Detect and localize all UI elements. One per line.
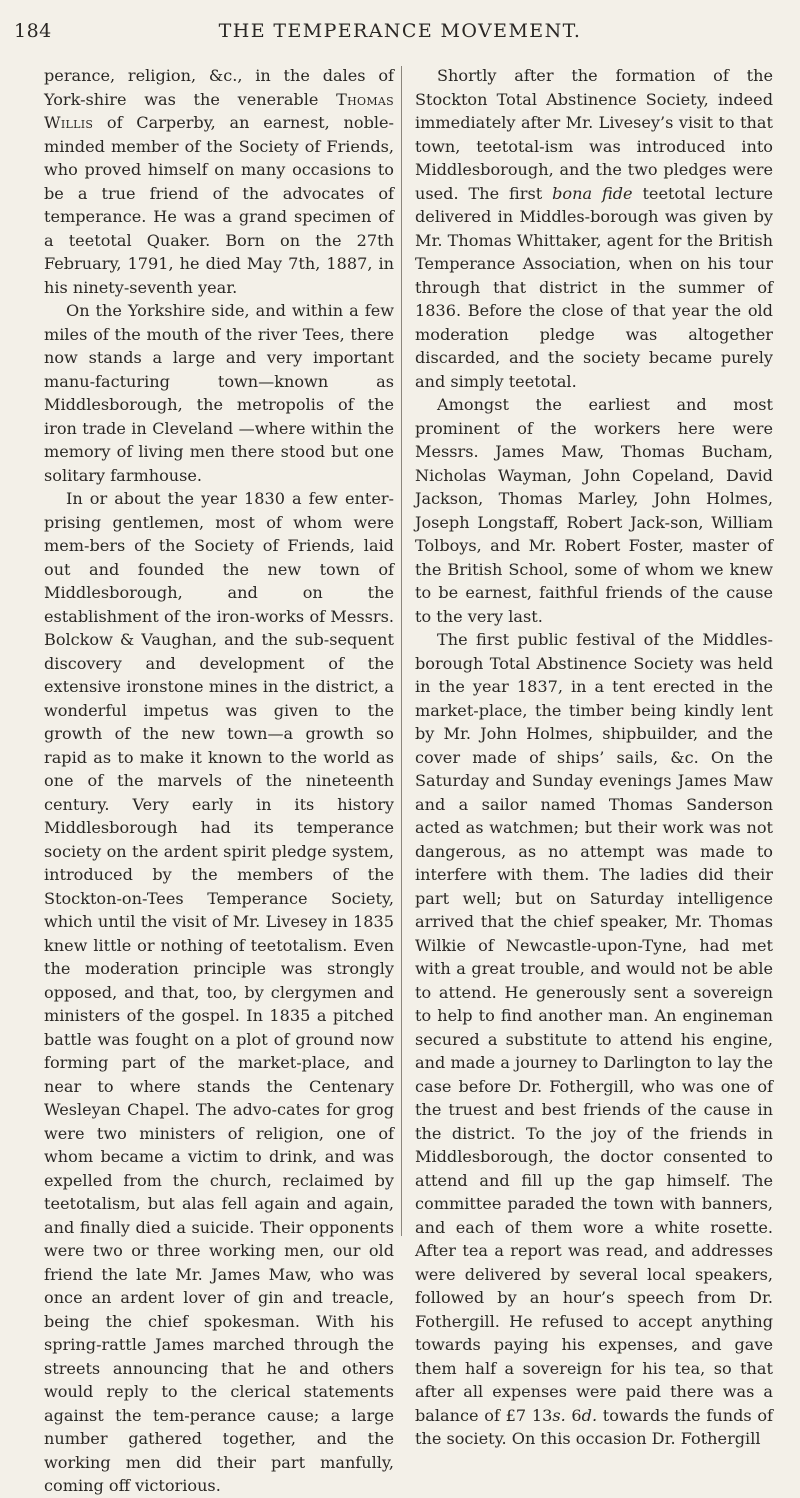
left-paragraph-3: In or about the year 1830 a few enter-prising gentlemen, most of whom were mem-bers of the Society of Friends, laid out and founded the new town of Middlesborough, and on the establishment of the iron-works of Messrs. Bolckow & Vaughan, and the sub-sequent discovery and development of the extensive ironstone mines in the district, a wonderful impetus was given to the growth of the new town—a growth so rapid as to make it known to the world as one of the marvels of the nineteenth century. Very early in its history Middlesborough had its temperance society on the ardent spirit pledge system, introduced by the members of the Stockton-on-Tees Temperance Society, which until the visit of Mr. Livesey in 1835 knew little or nothing of teetotalism. Even the moderation principle was strongly opposed, and that, too, by clergymen and ministers of the gospel. In 1835 a pitched battle was fought on a plot of ground now forming part of the market-place, and near to where stands the Centenary Wesleyan Chapel. The advo-cates for grog were two ministers of religion, one of whom became a victim to drink, and was expelled from the church, reclaimed by teetotalism, but alas fell again and again, and finally died a suicide. Their opponents were two or three working men, our old friend the late Mr. James Maw, who was once an ardent lover of gin and treacle, being the chief spokesman. With his spring-rattle James marched through the streets announcing that he and others would reply to the clerical statements against the tem-perance cause; a large number gathered together, and the working men did their part manfully, coming off victorious. <box>44 489 394 1495</box>
right-p3-text-a: The first public festival of the Middles-borough Total Abstinence Society was held in the year 1837, in a tent erected in the market-place, the timber being kindly lent by Mr. John Holmes, shipbuilder, and the cover made of ships’ sails, &c. On the Saturday and Sunday evenings James Maw and a sailor named Thomas Sanderson acted as watchmen; but their work was not dangerous, as no attempt was made to interfere with them. The ladies did their part well; but on Saturday intelligence arrived that the chief speaker, Mr. Thomas Wilkie of Newcastle-upon-Tyne, had met with a great trouble, and would not be able to attend. He generously sent a sovereign to help to find another man. An engineman secured a substitute to attend his engine, and made a journey to Darlington to lay the case before Dr. Fothergill, who was one of the truest and best friends of the cause in the district. To the joy of the friends in Middlesborough, the doctor consented to attend and fill up the gap himself. The committee paraded the town with banners, and each of them wore a white rosette. After tea a report was read, and addresses were delivered by several local speakers, followed by an hour’s speech from Dr. Fothergill. He refused to accept anything towards paying his expenses, and gave them half a sovereign for his tea, so that after all expenses were paid there was a balance of £7 13 <box>415 630 773 1425</box>
person-name-thomas-willis: Thomas Willis <box>44 89 394 132</box>
right-column <box>415 64 773 1451</box>
left-paragraph-2: On the Yorkshire side, and within a few miles of the mouth of the river Tees, there now stands a large and very important manu-facturing town—known as Middlesborough, the metropolis of the iron trade in Cleveland —where within the memory of living men there stood but one solitary farmhouse. <box>44 301 394 485</box>
left-paragraph-1 <box>44 64 394 299</box>
shillings-abbrev: s. <box>552 1405 566 1425</box>
italic-bona-fide: bona fide <box>552 183 633 203</box>
page-number: 184 <box>14 20 52 42</box>
right-p1-text-a: Shortly after the formation of the Stockton Total Abstinence Society, indeed immediately after Mr. Livesey’s visit to that town, teetotal-ism was introduced into Middlesborough, and the two pledges were used. The first <box>415 66 773 203</box>
right-paragraph-3 <box>415 628 773 1451</box>
column-divider <box>401 66 402 1236</box>
right-p3-text-b: towards the funds of the society. On this occasion Dr. Fothergill <box>415 1405 773 1448</box>
left-p1-text-a: perance, religion, &c., in the dales of York-shire was the venerable <box>44 66 394 109</box>
right-p1-text-b: teetotal lecture delivered in Middles-borough was given by Mr. Thomas Whittaker, agent for the British Temperance Association, when on his tour through that district in the summer of 1836. Before the close of that year the old moderation pledge was altogether discarded, and the society became purely and simply teetotal. <box>415 183 773 391</box>
right-paragraph-2: Amongst the earliest and most prominent of the workers here were Messrs. James Maw, Thomas Bucham, Nicholas Wayman, John Copeland, David Jackson, Thomas Marley, John Holmes, Joseph Longstaff, Robert Jack-son, William Tolboys, and Mr. Robert Foster, master of the British School, some of whom we knew to be earnest, faithful friends of the cause to the very last. <box>415 395 773 626</box>
right-paragraph-1 <box>415 64 773 393</box>
pence-abbrev: d. <box>581 1405 598 1425</box>
right-p3-text-mid: 6 <box>565 1405 582 1425</box>
left-p1-text-b: of Carperby, an earnest, noble-minded member of the Society of Friends, who proved himself on many occasions to be a true friend of the advocates of temperance. He was a grand specimen of a teetotal Quaker. Born on the 27th February, 1791, he died May 7th, 1887, in his ninety-seventh year. <box>44 113 394 297</box>
page-header <box>0 10 800 50</box>
running-title: THE TEMPERANCE MOVEMENT. <box>218 20 582 42</box>
left-column <box>44 64 394 1498</box>
